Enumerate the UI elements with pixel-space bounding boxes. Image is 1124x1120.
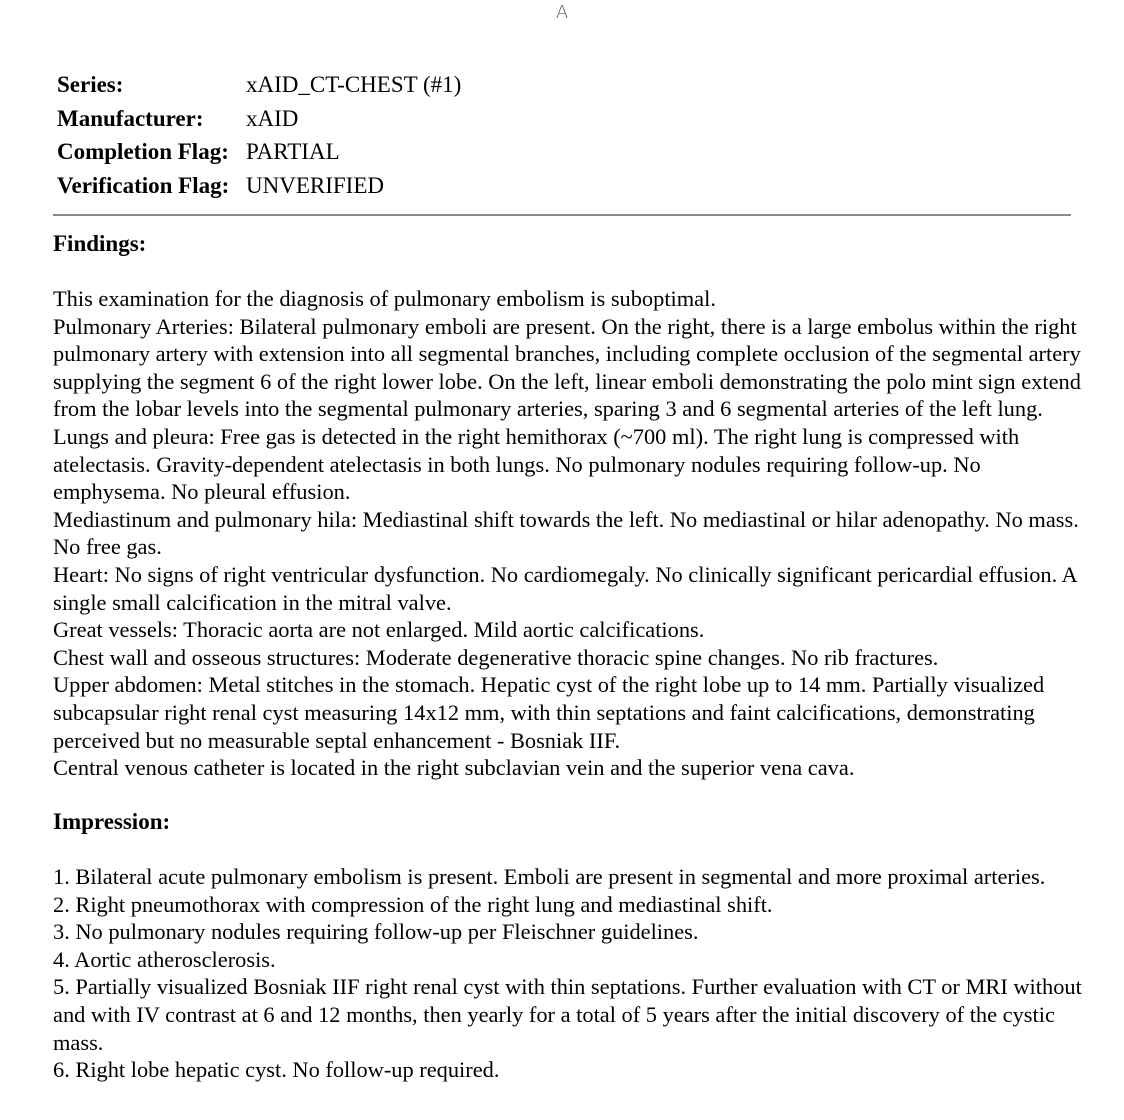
findings-paragraph: Lungs and pleura: Free gas is detected in the right hemithorax (~700 ml). The right lung is compressed with atelectasis. Gravity-dependent atelectasis in both lungs. No pulmonary nodules requiring follow-up. No emphysema. No pleural effusion. bbox=[53, 423, 1020, 505]
impression-item: 5. Partially visualized Bosniak IIF right renal cyst with thin septations. Further evaluation with CT or MRI without and with IV contrast at 6 and 12 months, then yearly for a total of 5 years after the initial discovery of the cystic mass. bbox=[53, 974, 1082, 1055]
findings-paragraph: This examination for the diagnosis of pulmonary embolism is suboptimal. bbox=[53, 286, 716, 311]
section-divider bbox=[53, 214, 1071, 216]
impression-body bbox=[53, 863, 1083, 1084]
verification-flag-label: Verification Flag: bbox=[57, 172, 230, 198]
findings-paragraph: Mediastinum and pulmonary hila: Mediastinal shift towards the left. No mediastinal or hilar adenopathy. No mass. No free gas. bbox=[53, 506, 1079, 560]
findings-paragraph: Great vessels: Thoracic aorta are not enlarged. Mild aortic calcifications. bbox=[53, 617, 705, 643]
series-value: xAID_CT-CHEST (#1) bbox=[246, 72, 462, 97]
verification-flag-value: UNVERIFIED bbox=[246, 172, 384, 198]
impression-item: 3. No pulmonary nodules requiring follow-up per Fleischner guidelines. bbox=[53, 919, 699, 945]
findings-paragraph: Chest wall and osseous structures: Moderate degenerative thoracic spine changes. No rib fractures. bbox=[53, 644, 939, 670]
manufacturer-row bbox=[57, 102, 461, 136]
findings-heading: Findings: bbox=[53, 231, 147, 256]
manufacturer-value: xAID bbox=[246, 105, 299, 131]
impression-item: 4. Aortic atherosclerosis. bbox=[53, 946, 276, 972]
completion-flag-label: Completion Flag: bbox=[57, 139, 229, 164]
report-metadata bbox=[57, 68, 461, 202]
impression-heading: Impression: bbox=[53, 809, 171, 834]
findings-section-heading bbox=[53, 230, 1083, 257]
impression-item: 2. Right pneumothorax with compression of the right lung and mediastinal shift. bbox=[53, 891, 773, 917]
completion-flag-row bbox=[57, 135, 461, 169]
verification-flag-row bbox=[57, 169, 461, 203]
findings-paragraph: Central venous catheter is located in the right subclavian vein and the superior vena cava. bbox=[53, 755, 855, 781]
manufacturer-label: Manufacturer: bbox=[57, 105, 204, 131]
completion-flag-value: PARTIAL bbox=[246, 139, 340, 164]
findings-paragraph: Upper abdomen: Metal stitches in the stomach. Hepatic cyst of the right lobe up to 14 mm. Partially visualized subcapsular right renal cyst measuring 14x12 mm, with thin septations and faint calcifications, demonstrating perceived but no measurable septal enhancement - Bosniak IIF. bbox=[53, 672, 1045, 753]
series-row bbox=[57, 68, 461, 102]
impression-item: 6. Right lobe hepatic cyst. No follow-up required. bbox=[53, 1057, 500, 1083]
impression-item: 1. Bilateral acute pulmonary embolism is present. Emboli are present in segmental and more proximal arteries. bbox=[53, 864, 1046, 889]
page-marker: A bbox=[555, 2, 569, 23]
findings-paragraph: Pulmonary Arteries: Bilateral pulmonary emboli are present. On the right, there is a large embolus within the right pulmonary artery with extension into all segmental branches, including complete occlusion of the segmental artery supplying the segment 6 of the right lower lobe. On the left, linear emboli demonstrating the polo mint sign extend from the lobar levels into the segmental pulmonary arteries, sparing 3 and 6 segmental arteries of the left lung. bbox=[53, 313, 1081, 422]
findings-paragraph: Heart: No signs of right ventricular dysfunction. No cardiomegaly. No clinically significant pericardial effusion. A single small calcification in the mitral valve. bbox=[53, 561, 1077, 615]
series-label: Series: bbox=[57, 72, 124, 97]
impression-section-heading bbox=[53, 808, 1083, 835]
findings-body bbox=[53, 285, 1083, 782]
